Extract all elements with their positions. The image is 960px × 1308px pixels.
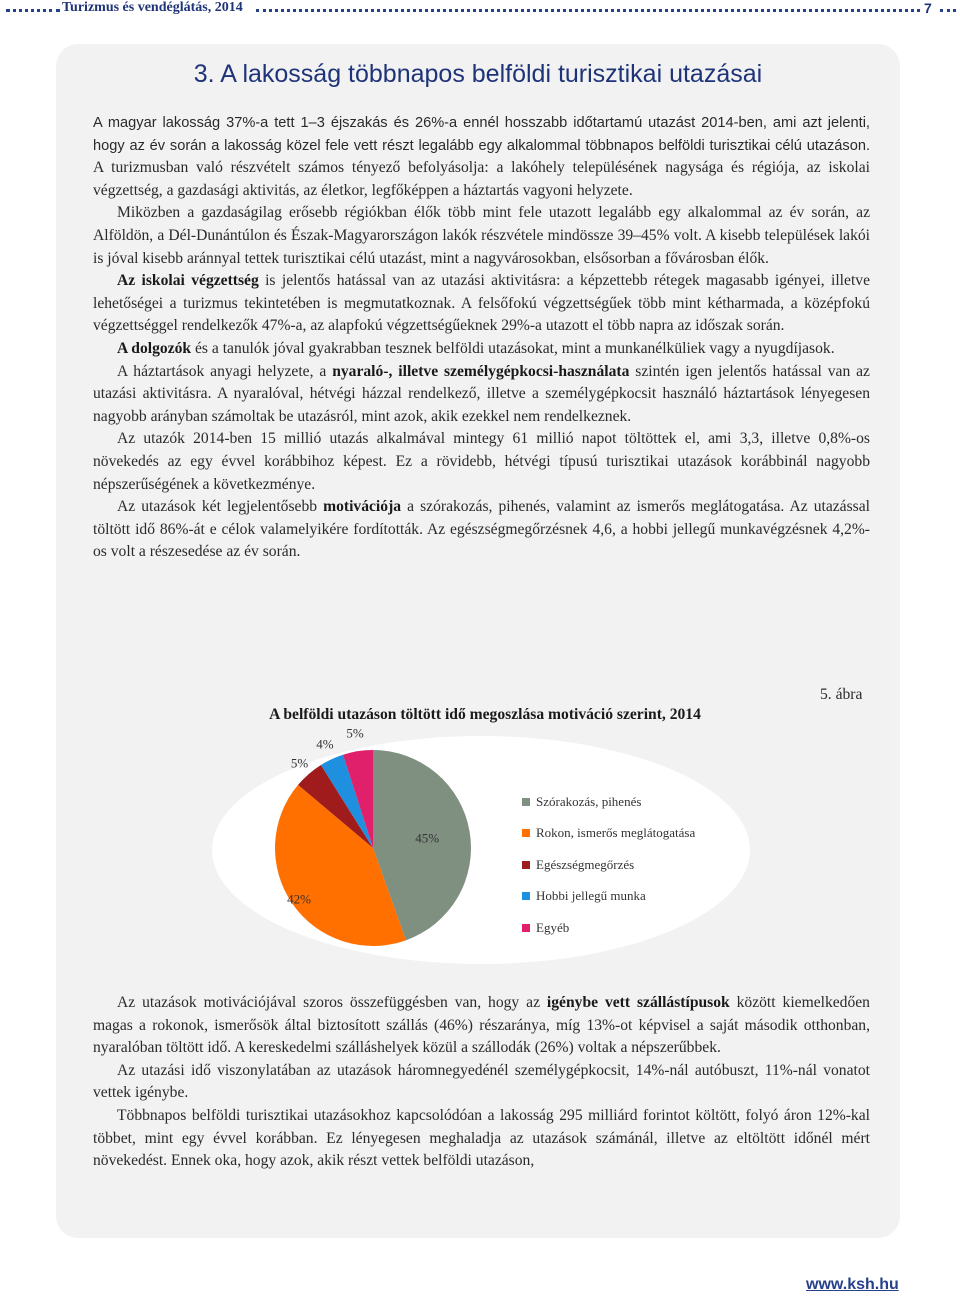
paragraph-4-emphasis: A dolgozók [117,339,192,357]
legend-item [522,849,695,881]
legend-item [522,786,695,818]
page-header [0,0,960,20]
section-title: 3. A lakosság többnapos belföldi turisztikai utazásai [193,60,763,88]
paragraph-2: Miközben a gazdaságilag erősebb régiókban élők több mint fele utazott legalább egy alkalommal az év során, az Alföldön, a Dél-Dunántúlon és Észak-Magyarországon lakók részvétele mindössze 39–45% volt. A kisebb települések lakói is jóval kisebb aránnyal tettek turisztikai célú utazást, mint a nagyvárosokban, elsősorban a fővárosban élők. [93,204,870,267]
paragraph-10: Többnapos belföldi turisztikai utazásokhoz kapcsolódóan a lakosság 295 milliárd forintot költött, folyó áron 12%-kal többet, mint egy évvel korábban. Ez lényegesen meghaladja az utazások számánál, illetve az eltöltött időnél mért növekedést. Ennek oka, hogy azok, akik részt vettek belföldi utazáson, [93,1106,870,1170]
chart-legend [522,786,695,944]
paragraph-5-emphasis: nyaraló-, illetve személygépkocsi-használata [332,362,630,380]
legend-swatch [522,798,530,806]
paragraph-3-emphasis: Az iskolai végzettség [117,272,259,290]
legend-swatch [522,829,530,837]
pie-slice-label: 5% [346,725,364,741]
body-text-bottom [93,992,870,1173]
legend-label: Egyéb [536,919,570,935]
paragraph-1-rest: A turizmusban való részvételt számos tényező befolyásolja: a lakóhely településének nagysága és régiója, az iskolai végzettség, a gazdasági aktivitás, az életkor, legfőképpen a háztartás vagyoni helyzete. [93,159,870,199]
legend-label: Egészségmegőrzés [536,856,635,872]
legend-swatch [522,924,530,932]
legend-label: Hobbi jellegű munka [536,888,646,904]
paragraph-1-lead: A magyar lakosság 37%-a tett 1–3 éjszakás és 26%-a ennél hosszabb időtartamú utazást 2014-ben, ami azt jelenti, hogy az év során a lakosság közel fele vett részt legalább egy alkalommal többnapos belföldi turisztikai célú utazáson. [93,115,870,154]
paragraph-9: Az utazási idő viszonylatában az utazások háromnegyedénél személygépkocsit, 14%-nál autóbuszt, 11%-nál vonatot vettek igénybe. [93,1061,870,1102]
header-dots-left [6,9,60,12]
paragraph-7-emphasis: motivációja [323,498,402,516]
page-number: 7 [924,0,932,16]
legend-item [522,912,695,944]
footer-link[interactable]: www.ksh.hu [806,1276,899,1293]
body-text-top [93,112,870,564]
pie-slice-label: 42% [287,891,312,907]
series-title: Turizmus és vendéglátás, 2014 [62,0,243,15]
figure-number: 5. ábra [820,686,863,703]
header-dots-middle [256,9,920,12]
legend-item [522,818,695,850]
paragraph-8: Az utazások motivációjával szoros összefüggésben van, hogy az igénybe vett szállástípusok között kiemelkedően magas a rokonok, ismerősök által biztosított szállás (46%) részaránya, míg 13%-ot képvisel a saját második otthonban, nyaralóban töltött idő. A kereskedelmi szálláshelyek közül a szállodák (26%) voltak a népszerűbbek. [93,994,870,1057]
paragraph-4: A dolgozók és a tanulók jóval gyakrabban tesznek belföldi utazásokat, mint a munkanélküliek vagy a nyugdíjasok. [117,339,835,357]
legend-swatch [522,861,530,869]
paragraph-3: Az iskolai végzettség is jelentős hatással van az utazási aktivitásra: a képzettebb rétegek magasabb igényei, illetve lehetőségei a turizmus tekintetében is megmutatkoznak. A felsőfokú végzettségűek több mint kétharmada, a középfokú végzettséggel rendelkezők 47%-a, az alapfokú végzettségűeknek 29%-a utazott el több napra az időszak során. [93,272,870,335]
legend-label: Szórakozás, pihenés [536,793,642,809]
pie-slice-label: 45% [415,830,440,846]
pie-slice-label: 4% [316,736,334,752]
legend-swatch [522,892,530,900]
paragraph-7: Az utazások két legjelentősebb motivációja a szórakozás, pihenés, valamint az ismerős meglátogatása. Az utazással töltött idő 86%-át e célok valamelyikére fordították. Az egészségmegőrzésnek 4,6, a hobbi jellegű munkavégzésnek 4,2%-os volt a részesedése az év során. [93,498,870,561]
paragraph-1 [93,112,870,202]
figure-title: A belföldi utazáson töltött idő megoszlása motiváció szerint, 2014 [269,706,701,723]
header-dots-right [940,9,956,12]
pie-slice-label: 5% [290,755,309,771]
paragraph-5: A háztartások anyagi helyzete, a nyaraló-, illetve személygépkocsi-használata szintén igen jelentős hatással van az utazási aktivitásra. A nyaralóval, hétvégi házzal rendelkező, illetve a személygépkocsit használó háztartások lényegesen nagyobb arányban számoltak be utazásról, mint azok, akik ezekkel nem rendelkeznek. [93,362,870,425]
legend-label: Rokon, ismerős meglátogatása [536,825,696,841]
paragraph-8-emphasis: igénybe vett szállástípusok [546,994,730,1011]
legend-item [522,881,695,913]
paragraph-6: Az utazók 2014-ben 15 millió utazás alkalmával mintegy 61 millió napot töltöttek el, ami 3,3, illetve 0,8%-os növekedés az egy évvel korábbihoz képest. Ez a rövidebb, hétvégi típusú turisztikai utazások korábbinál nagyobb népszerűségének a következménye. [93,430,870,493]
